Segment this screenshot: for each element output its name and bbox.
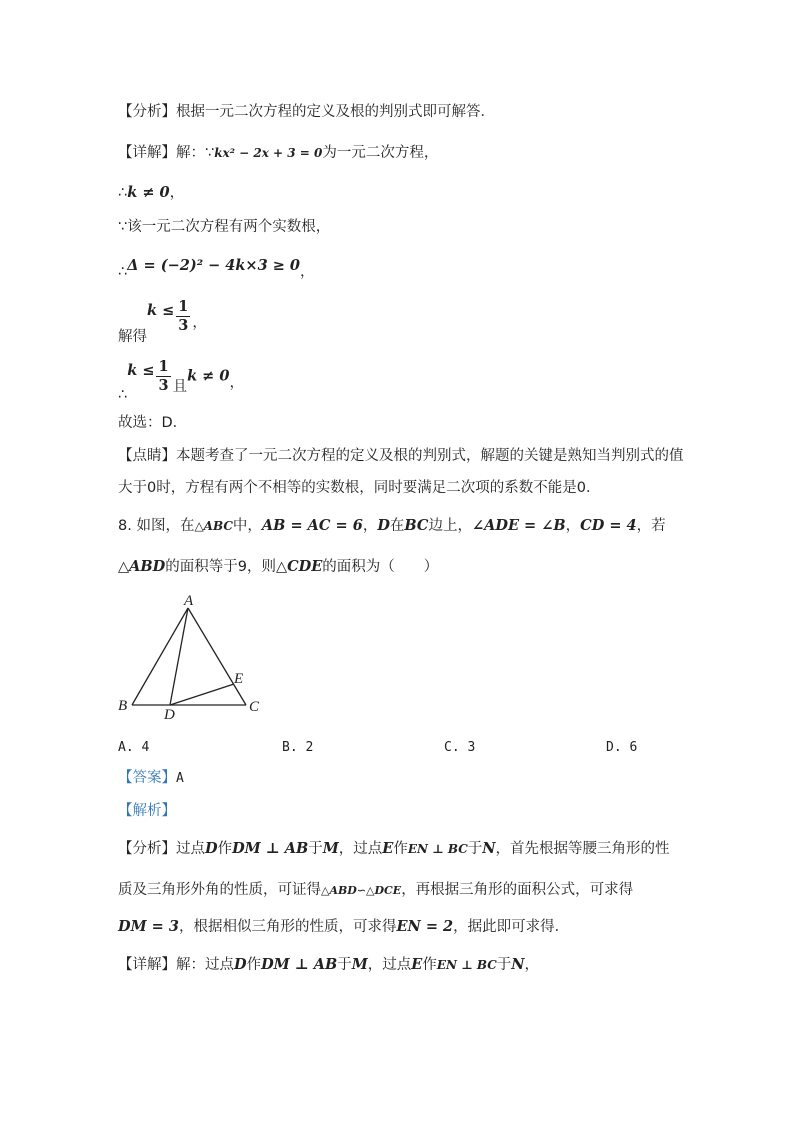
punct: ，: [169, 185, 185, 201]
punct: ，: [192, 314, 207, 331]
detail-tag: 【详解】: [118, 957, 176, 973]
q8-text: 边上，: [428, 518, 472, 534]
label-d: D: [164, 707, 175, 723]
segment-bc: BC: [404, 517, 429, 534]
conclusion-k-ne-0: k ≠ 0: [187, 367, 230, 385]
question-8-line-1: [118, 516, 666, 536]
comment-text-2: 大于0时，方程有两个不相等的实数根，同时要满足二次项的系数不能是0．: [118, 480, 601, 496]
q8-text: ，若: [636, 518, 666, 534]
d2-text: 于: [496, 957, 512, 973]
comment-text-1: 本题考查了一元二次方程的定义及根的判别式，解题的关键是熟知当判别式的值: [176, 448, 684, 464]
choose-text: 故选：D．: [118, 415, 188, 431]
fraction-numerator: 1: [158, 358, 169, 375]
point-n: N: [511, 956, 525, 973]
analysis-tag: 【分析】: [118, 841, 176, 857]
a2-text: 作: [393, 841, 408, 857]
delta-inequality: Δ = (−2)² − 4k×3 ≥ 0: [127, 257, 300, 274]
fraction-one-third: [176, 298, 190, 335]
answer-tag: 【答案】: [118, 770, 176, 786]
answer-line: [118, 768, 184, 789]
k-ne-0-math: k ≠ 0: [127, 184, 170, 201]
point-e: E: [382, 840, 394, 857]
q8-text: 的面积等于9，则: [165, 559, 276, 575]
point-d: D: [205, 840, 218, 857]
a2-text: ，再根据三角形的面积公式，可求得: [401, 882, 634, 898]
label-a: A: [184, 593, 194, 609]
d2-text: 作: [246, 957, 262, 973]
question-number: 8. 如图，在: [118, 518, 195, 534]
therefore-symbol: ∴: [118, 264, 128, 280]
solve-label: 解得: [118, 328, 147, 345]
d2-text: ，过点: [367, 957, 412, 973]
solve-lhs: k ≤: [147, 301, 175, 319]
step-delta: [118, 256, 315, 280]
a2-text: ，首先根据等腰三角形的性: [495, 841, 670, 857]
ab-ac-6: AB = AC = 6: [261, 517, 363, 534]
therefore-symbol: ∴: [118, 386, 128, 403]
a2-text: 质及三角形外角的性质，可证得: [118, 882, 321, 898]
point-m: M: [351, 956, 368, 973]
analysis-tag: 【分析】: [118, 104, 176, 120]
triangle-cde: △CDE: [275, 558, 323, 575]
option-a: A. 4: [118, 740, 150, 755]
question-8-line-2: [118, 557, 438, 577]
q8-text: ，: [362, 518, 378, 534]
triangle-abd: △ABD: [118, 558, 166, 575]
point-d: D: [377, 517, 390, 534]
d2-text: ，: [524, 957, 540, 973]
dm-eq-3: DM = 3: [118, 918, 179, 935]
solution-tag-line: [118, 801, 176, 821]
a2-text: ，过点: [338, 841, 383, 857]
fraction-numerator: 1: [178, 298, 189, 315]
choose-line: [118, 413, 187, 433]
dm-perp-ab: DM ⊥ AB: [261, 956, 338, 973]
en-eq-2: EN = 2: [396, 918, 454, 935]
detail-2-line: [118, 955, 539, 975]
analysis-2-line-3: [118, 917, 569, 937]
d2-text: 于: [337, 957, 352, 973]
q8-text: 的面积为（ ）: [322, 559, 439, 575]
analysis-2-line-1: [118, 839, 670, 859]
option-d: D. 6: [606, 740, 638, 755]
option-b: B. 2: [282, 740, 314, 755]
step-two-roots: [118, 217, 330, 237]
solution-tag: 【解析】: [118, 803, 176, 819]
en-perp-bc: EN ⊥ BC: [436, 958, 497, 972]
label-b: B: [118, 698, 128, 714]
q8-text: 在: [389, 518, 405, 534]
quadratic-equation: kx² − 2x + 3 = 0: [214, 146, 323, 160]
step-k-ne-0: [118, 183, 184, 203]
two-roots-text: ∵该一元二次方程有两个实数根，: [118, 219, 331, 235]
point-e: E: [411, 956, 423, 973]
a2-text: 于: [308, 841, 323, 857]
label-c: C: [249, 699, 260, 715]
conjunction: 且: [172, 378, 188, 395]
detail-prefix: 解：∵: [176, 145, 215, 161]
detail-suffix: 为一元二次方程，: [322, 145, 439, 161]
dm-perp-ab: DM ⊥ AB: [232, 840, 309, 857]
en-perp-bc: EN ⊥ BC: [407, 842, 468, 856]
analysis-2-line-2: [118, 880, 633, 901]
a2-text: ，根据相似三角形的性质，可求得: [178, 919, 397, 935]
option-c: C. 3: [444, 740, 476, 755]
similar-triangles: △ABD∽△DCE: [321, 884, 402, 897]
punct: ，: [300, 264, 315, 280]
therefore-symbol: ∴: [118, 185, 128, 201]
label-e: E: [234, 671, 244, 687]
point-d: D: [234, 956, 247, 973]
answer-value: A: [176, 771, 184, 786]
comment-line-1: [118, 446, 684, 466]
point-m: M: [322, 840, 339, 857]
a2-text: 作: [217, 841, 233, 857]
detail-1-line: [118, 143, 438, 163]
a2-text: 于: [467, 841, 483, 857]
triangle-abc: △ABC: [194, 519, 233, 533]
d2-text: 解：过点: [176, 957, 234, 973]
analysis-1-line: [118, 102, 495, 122]
a2-text: 过点: [176, 841, 205, 857]
step-conclusion: [118, 358, 244, 403]
point-n: N: [482, 840, 496, 857]
comment-tag: 【点睛】: [118, 448, 176, 464]
cd-eq-4: CD = 4: [580, 517, 637, 534]
detail-tag: 【详解】: [118, 145, 176, 161]
q8-text: ，: [565, 518, 581, 534]
a2-text: ，据此即可求得．: [453, 919, 570, 935]
triangle-figure: [110, 590, 270, 725]
segment-de: [170, 684, 234, 705]
angle-ade-eq-b: ∠ADE = ∠B: [471, 517, 566, 534]
punct: ，: [229, 374, 244, 391]
segment-ac: [188, 608, 246, 705]
fraction-denominator: 3: [178, 317, 189, 334]
fraction-one-third: [156, 358, 170, 395]
conclusion-lhs: k ≤: [127, 361, 155, 379]
q8-text: 中，: [232, 518, 262, 534]
d2-text: 作: [422, 957, 437, 973]
step-solve: [118, 298, 207, 345]
comment-line-2: [118, 478, 600, 498]
fraction-denominator: 3: [158, 377, 169, 394]
analysis-text: 根据一元二次方程的定义及根的判别式即可解答．: [176, 104, 495, 120]
